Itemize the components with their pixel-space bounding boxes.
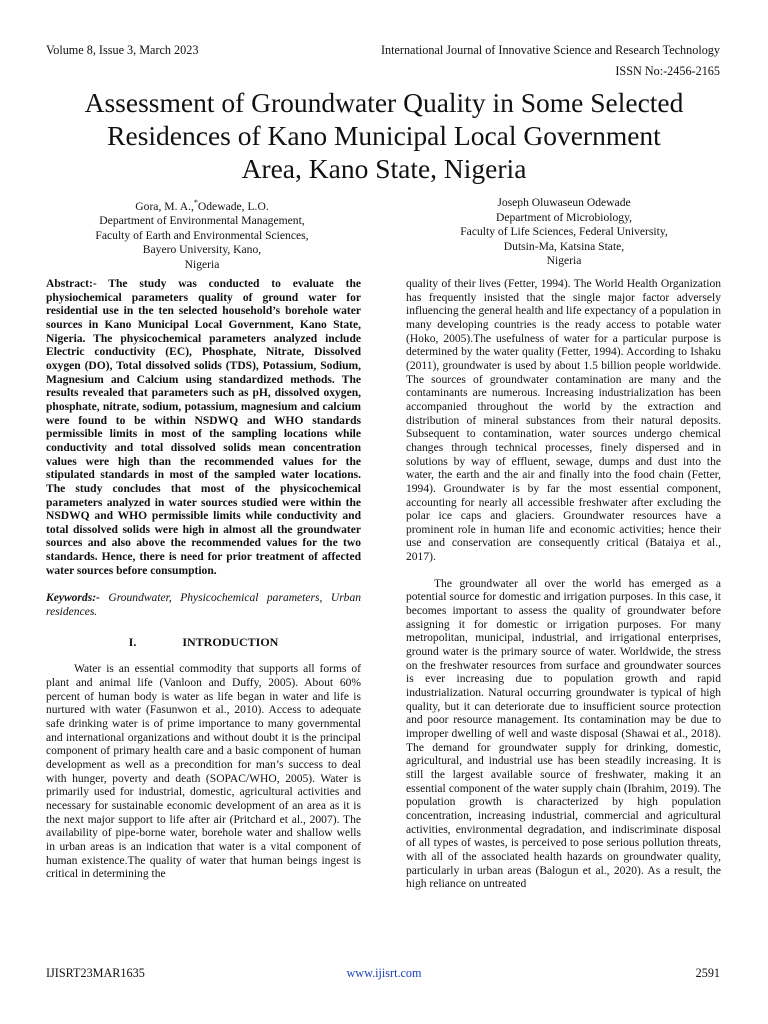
author-names: Gora, M. A.,*Odewade, L.O. (135, 198, 269, 213)
section-heading (46, 636, 361, 650)
left-column (46, 278, 361, 882)
affiliation-line: Nigeria (184, 257, 220, 271)
header-volume: Volume 8, Issue 3, March 2023 (46, 43, 199, 57)
affiliation-line: Faculty of Life Sciences, Federal University, (460, 225, 668, 238)
title-line: Assessment of Groundwater Quality in Some Selected (84, 87, 684, 118)
paper-title (30, 86, 738, 185)
affiliation-line: Department of Environmental Management, (99, 214, 305, 228)
body-paragraph: quality of their lives (Fetter, 1994). The World Health Organization has frequently insisted that the single major factor adversely influencing the general health and life expectancy of a population in many developing countries is the ready access to potable water (Hoko, 2005).The usefulness of water for a particular purpose is determined by the water quality (Fetter, 1994). According to Ishaku (2011), groundwater is used by about 1.5 billion people worldwide. The sources of groundwater contamination are many and the contaminants are numerous. Increasing industrialization has been accompanied throughout the world by the extraction and distribution of mineral substances from their natural deposits. Subsequent to contamination, water sources undergo chemical changes through technical processes, finely dispersed and in solutions by way of effluent, sewage, dumps and dust into the water, the earth and the air and finally into the food chain (Fetter, 1994). Groundwater is by far the most essential component, accounting for nearly all accessible freshwater after excluding the polar ice caps and glaciers. Groundwater resources have a prominent role in human life and economic activities; hence their use and conservation are consequently critical (Bataiya et al., 2017). (406, 278, 721, 564)
affiliation-line: Department of Microbiology, (495, 210, 633, 224)
title-line: Residences of Kano Municipal Local Government (107, 120, 661, 151)
section-number: I. (128, 634, 137, 649)
footer-website-link[interactable]: www.ijisrt.com (346, 966, 422, 980)
keywords-label: Keywords:- (46, 592, 100, 605)
author-name: Joseph Oluwaseun Odewade (497, 196, 631, 209)
intro-paragraph: Water is an essential commodity that supports all forms of plant and animal life (Vanloon and Duffy, 2005). About 60% percent of human body is water as life began in water and life is nurtured with water (Fasunwon et al., 2010). Access to adequate safe drinking water is of prime importance to many governmental and international organizations and without doubt it is the principal component of primary health care and a basic component of human development as well as a precondition for man’s success to deal with hunger, poverty and death (SOPAC/WHO, 2005). Water is primarily used for industrial, domestic, agricultural activities and necessary for sustainable economic development of an area as it is the next major support to life after air (Pritchard et al., 2007). The availability of pipe-borne water, borehole water and shallow wells in urban areas is an indication that water is a vital component of human existence.The quality of water that human beings ingest is critical in determining the (46, 663, 361, 881)
body-paragraph: The groundwater all over the world has emerged as a potential source for domestic and irrigation purposes. In this case, it becomes important to assess the quality of groundwater before assigning it for domestic or irrigation purposes. For many metropolitan, municipal, industrial, and irrigational enterprises, ground water is the primary source of water. Worldwide, the stress on the freshwater resources from surface and groundwater sources is ever increasing due to population growth and rapid industrialization. Natural occurring groundwater is typical of high quality, but it can deteriorate due to insufficient source protection and poor resource management. Its contamination may be due to improper dwelling of well and waste disposal (Shawai et al., 2018). The demand for groundwater supply for drinking, domestic, agricultural, and industrial use has been steadily increasing. It is still the largest available source of freshwater, making it an essential component of the water supply chain (Ibrahim, 2019). The population growth is characterized by high population concentration, increasing industrial, commercial and agricultural activities, environmental degradation, and indiscriminate disposal of all types of wastes, is perceived to pose serious pollution threats, with all of the associated health hazards on groundwater quality, particularly in urban areas (Balogun et al., 2020). As a result, the high reliance on untreated (406, 577, 721, 891)
section-title: INTRODUCTION (182, 634, 279, 649)
right-column (406, 278, 721, 892)
title-line: Area, Kano State, Nigeria (241, 153, 527, 184)
header-journal: International Journal of Innovative Science and Research Technology (380, 43, 720, 57)
author-block-left (70, 196, 334, 272)
affiliation-line: Dutsin-Ma, Katsina State, (503, 239, 625, 253)
abstract: Abstract:- The study was conducted to evaluate the physiochemical parameters quality of ground water for residential use in the ten selected household’s borehole water sources in Kano Municipal Local Government, Kano State, Nigeria. The physicochemical parameters analyzed include Electric conductivity (EC), Phosphate, Nitrate, Dissolved oxygen (DO), Total dissolved solids (TDS), Potassium, Sodium, Magnesium and Calcium using standardized methods. The results revealed that parameters such as pH, dissolved oxygen, phosphate, nitrate, sodium, potassium, magnesium and calcium were found to be within NSDWQ and WHO standards permissible limits in most of the sampling locations while conductivity and total dissolved solids mean concentration values were high than the recommended values for the stipulated standards in most of the sampled water locations. The study concludes that most of the physicochemical parameters analyzed in water sources studied were within the NSDWQ and WHO permissible limits while conductivity and total dissolved solids were high in almost all the groundwater sources and also above the recommended values for the two standards. Hence, there is need for prior treatment of affected water sources before consumption. (46, 278, 361, 577)
author-block-right (430, 196, 698, 269)
affiliation-line: Nigeria (546, 254, 582, 267)
keywords-text: Groundwater, Physicochemical parameters, Urban residences. (46, 592, 362, 619)
footer-paper-id: IJISRT23MAR1635 (46, 966, 145, 980)
affiliation-line: Bayero University, Kano, (142, 243, 262, 257)
affiliation-line: Faculty of Earth and Environmental Sciences, (95, 228, 309, 242)
keywords (46, 592, 361, 619)
header-issn: ISSN No:-2456-2165 (615, 64, 720, 78)
page-number: 2591 (695, 966, 720, 980)
